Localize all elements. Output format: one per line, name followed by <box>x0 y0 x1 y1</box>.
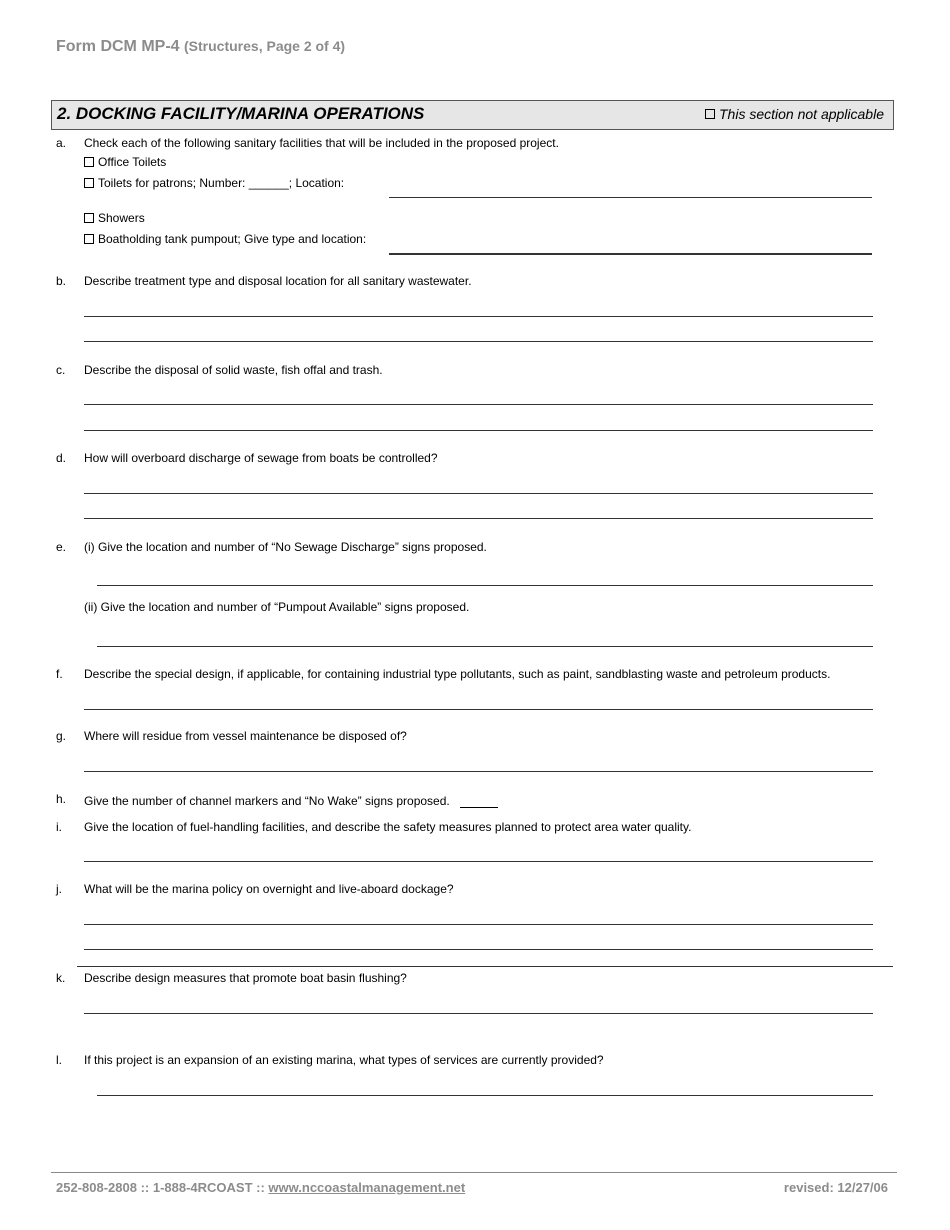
pumpout-checkbox[interactable] <box>84 234 94 244</box>
footer-contact <box>56 1180 465 1195</box>
footer-revised: revised: 12/27/06 <box>783 1180 888 1195</box>
not-applicable-label: This section not applicable <box>719 106 884 122</box>
pumpout-label: Boatholding tank pumpout; Give type and location: <box>98 232 367 246</box>
question-i-text: Give the location of fuel-handling facilities, and describe the safety measures planned to protect area water quality. <box>84 820 692 834</box>
form-title <box>56 38 345 56</box>
answer-line-c1[interactable] <box>84 404 873 405</box>
question-e-i-text: (i) Give the location and number of “No Sewage Discharge” signs proposed. <box>84 540 487 554</box>
question-c-text: Describe the disposal of solid waste, fish offal and trash. <box>84 363 383 377</box>
question-c-letter: c. <box>56 363 66 377</box>
form-title-text: Form DCM MP-4 <box>56 38 180 55</box>
answer-line-c2[interactable] <box>84 430 873 431</box>
footer-website-link[interactable]: www.nccoastalmanagement.net <box>268 1180 466 1195</box>
patron-toilets-label: Toilets for patrons; Number: ______; Location: <box>98 176 345 190</box>
question-g-letter: g. <box>56 729 67 743</box>
office-toilets-checkbox[interactable] <box>84 157 94 167</box>
section-title: 2. DOCKING FACILITY/MARINA OPERATIONS <box>57 104 425 123</box>
not-applicable-option[interactable] <box>705 106 884 122</box>
question-k-letter: k. <box>56 971 66 985</box>
answer-blank-h[interactable] <box>460 797 498 808</box>
office-toilets-label: Office Toilets <box>98 155 167 169</box>
not-applicable-checkbox[interactable] <box>705 109 715 119</box>
question-e-ii-text: (ii) Give the location and number of “Pumpout Available” signs proposed. <box>84 600 470 614</box>
question-d-text: How will overboard discharge of sewage from boats be controlled? <box>84 451 438 465</box>
section-separator-line <box>77 966 893 967</box>
answer-line-b1[interactable] <box>84 316 873 317</box>
answer-line-f[interactable] <box>84 709 873 710</box>
answer-line-j2[interactable] <box>84 949 873 950</box>
showers-label: Showers <box>98 211 145 225</box>
option-office-toilets[interactable] <box>84 155 166 169</box>
question-f-text: Describe the special design, if applicable, for containing industrial type pollutants, such as paint, sandblasting waste and petroleum products. <box>84 667 831 681</box>
question-k-text: Describe design measures that promote boat basin flushing? <box>84 971 407 985</box>
showers-checkbox[interactable] <box>84 213 94 223</box>
pumpout-answer-line[interactable] <box>389 253 872 255</box>
question-h-text: Give the number of channel markers and “No Wake” signs proposed. <box>84 794 450 808</box>
option-showers[interactable] <box>84 211 145 225</box>
answer-line-d2[interactable] <box>84 518 873 519</box>
option-patron-toilets[interactable] <box>84 176 344 190</box>
answer-line-e-i[interactable] <box>97 585 873 586</box>
question-e-letter: e. <box>56 540 67 554</box>
answer-line-b2[interactable] <box>84 341 873 342</box>
question-b-letter: b. <box>56 274 67 288</box>
patron-toilets-checkbox[interactable] <box>84 178 94 188</box>
question-h <box>84 794 498 808</box>
question-j-letter: j. <box>56 882 62 896</box>
answer-line-e-ii[interactable] <box>97 646 873 647</box>
question-i-letter: i. <box>56 820 62 834</box>
answer-line-i[interactable] <box>84 861 873 862</box>
question-j-text: What will be the marina policy on overnight and live-aboard dockage? <box>84 882 454 896</box>
patron-toilets-location-line[interactable] <box>389 197 872 198</box>
question-b-text: Describe treatment type and disposal location for all sanitary wastewater. <box>84 274 472 288</box>
option-pumpout[interactable] <box>84 232 366 246</box>
question-f-letter: f. <box>56 667 63 681</box>
footer-rule <box>51 1172 897 1173</box>
answer-line-g[interactable] <box>84 771 873 772</box>
question-a-text: Check each of the following sanitary facilities that will be included in the proposed project. <box>84 136 559 150</box>
question-d-letter: d. <box>56 451 67 465</box>
answer-line-j1[interactable] <box>84 924 873 925</box>
footer-phones: 252-808-2808 :: 1-888-4RCOAST :: <box>56 1180 269 1195</box>
question-a-letter: a. <box>56 136 67 150</box>
question-g-text: Where will residue from vessel maintenance be disposed of? <box>84 729 407 743</box>
question-l-text: If this project is an expansion of an existing marina, what types of services are currently provided? <box>84 1053 604 1067</box>
answer-line-d1[interactable] <box>84 493 873 494</box>
answer-line-k[interactable] <box>84 1013 873 1014</box>
question-h-letter: h. <box>56 792 67 806</box>
form-subtitle: (Structures, Page 2 of 4) <box>184 38 346 54</box>
answer-line-l[interactable] <box>97 1095 873 1096</box>
question-l-letter: l. <box>56 1053 62 1067</box>
